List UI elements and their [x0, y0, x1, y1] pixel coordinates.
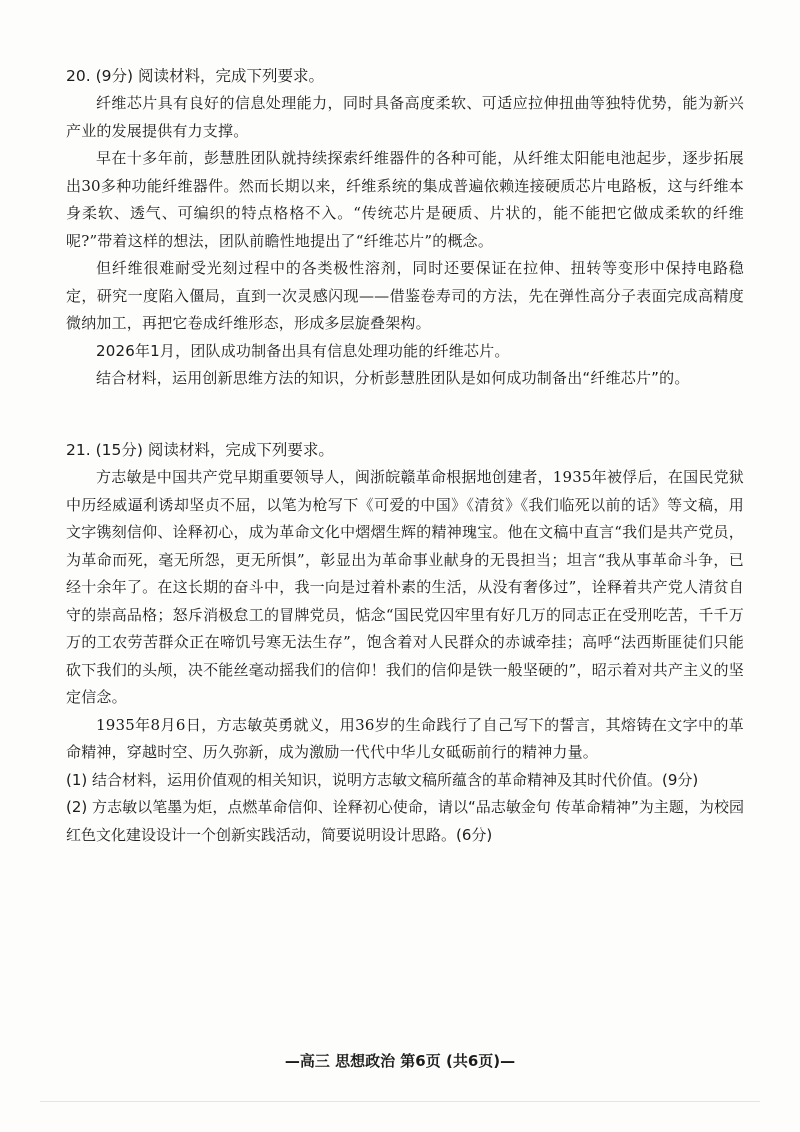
- q20-paragraph-1: 纤维芯片具有良好的信息处理能力，同时具备高度柔软、可适应拉伸扭曲等独特优势，能为新兴产业的发展提供有力支撑。: [66, 94, 744, 140]
- q21-sub-question-1: (1) 结合材料，运用价值观的相关知识，说明方志敏文稿所蕴含的革命精神及其时代价值。(9分): [66, 770, 699, 789]
- question-20: [66, 62, 744, 393]
- q20-paragraph-4: 2026年1月，团队成功制备出具有信息处理功能的纤维芯片。: [96, 341, 510, 360]
- q21-paragraph-2: 1935年8月6日，方志敏英勇就义，用36岁的生命践行了自己写下的誓言，其熔铸在文字中的革命精神，穿越时空、历久弥新，成为激励一代代中华儿女砥砺前行的精神力量。: [66, 715, 744, 761]
- bottom-divider: [40, 1101, 760, 1102]
- question-20-heading: 20. (9分) 阅读材料，完成下列要求。: [66, 67, 324, 85]
- q20-paragraph-3: 但纤维很难耐受光刻过程中的各类极性溶剂，同时还要保证在拉伸、扭转等变形中保持电路稳定，研究一度陷入僵局，直到一次灵感闪现——借鉴卷寿司的方法，先在弹性高分子表面完成高精度微纳加工，再把它卷成纤维形态，形成多层旋叠架构。: [66, 259, 744, 332]
- page-footer: —高三 思想政治 第6页 (共6页)—: [284, 1052, 516, 1070]
- q20-paragraph-2: 早在十多年前，彭慧胜团队就持续探索纤维器件的各种可能，从纤维太阳能电池起步，逐步拓展出30多种功能纤维器件。然而长期以来，纤维系统的集成普遍依赖连接硬质芯片电路板，这与纤维本身柔软、透气、可编织的特点格格不入。“传统芯片是硬质、片状的，能不能把它做成柔软的纤维呢?”带着这样的想法，团队前瞻性地提出了“纤维芯片”的概念。: [66, 149, 744, 250]
- question-21: [66, 436, 744, 849]
- q21-paragraph-1: 方志敏是中国共产党早期重要领导人，闽浙皖赣革命根据地创建者，1935年被俘后，在国民党狱中历经威逼利诱却坚贞不屈，以笔为枪写下《可爱的中国》《清贫》《我们临死以前的话》等文稿，用文字镌刻信仰、诠释初心，成为革命文化中熠熠生辉的精神瑰宝。他在文稿中直言“我们是共产党员，为革命而死，毫无所怨，更无所惧”，彰显出为革命事业献身的无畏担当；坦言“我从事革命斗争，已经十余年了。在这长期的奋斗中，我一向是过着朴素的生活，从没有奢侈过”，诠释着共产党人清贫自守的崇高品格；怒斥消极怠工的冒牌党员，惦念“国民党囚牢里有好几万的同志正在受刑吃苦，千千万万的工农劳苦群众正在啼饥号寒无法生存”，饱含着对人民群众的赤诚牵挂；高呼“法西斯匪徒们只能砍下我们的头颅，决不能丝毫动摇我们的信仰！我们的信仰是铁一般坚硬的”，昭示着对共产主义的坚定信念。: [66, 468, 744, 706]
- question-21-heading: 21. (15分) 阅读材料，完成下列要求。: [66, 441, 334, 459]
- q20-prompt: 结合材料，运用创新思维方法的知识，分析彭慧胜团队是如何成功制备出“纤维芯片”的。: [96, 369, 690, 387]
- q21-sub-question-2: (2) 方志敏以笔墨为炬，点燃革命信仰、诠释初心使命，请以“品志敏金句 传革命精神”为主题，为校园红色文化建设设计一个创新实践活动，简要说明设计思路。(6分): [66, 798, 744, 844]
